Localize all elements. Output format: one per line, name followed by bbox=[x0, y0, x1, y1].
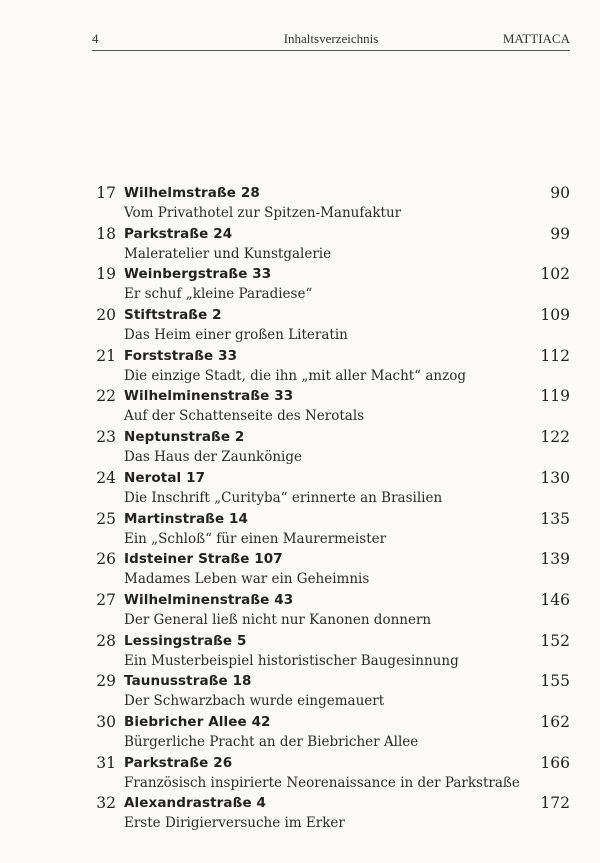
entry-heading: Parkstraße 24 bbox=[124, 225, 233, 242]
entry-subtitle: Bürgerliche Pracht an der Biebricher Allee bbox=[124, 733, 419, 750]
toc-entry[interactable] bbox=[80, 507, 570, 548]
entry-heading: Idsteiner Straße 107 bbox=[124, 551, 283, 568]
entry-heading: Nerotal 17 bbox=[124, 469, 206, 486]
entry-number: 23 bbox=[96, 428, 116, 447]
entry-subtitle: Auf der Schattenseite des Nerotals bbox=[124, 408, 365, 425]
toc-entry[interactable] bbox=[80, 466, 570, 507]
entry-number: 31 bbox=[96, 753, 116, 772]
entry-number: 18 bbox=[96, 224, 116, 243]
table-of-contents bbox=[80, 181, 570, 832]
toc-entry[interactable] bbox=[80, 222, 570, 263]
toc-entry[interactable] bbox=[80, 629, 570, 670]
toc-entry[interactable] bbox=[80, 303, 570, 344]
entry-heading: Alexandrastraße 4 bbox=[124, 795, 267, 812]
entry-number: 21 bbox=[96, 346, 116, 365]
entry-number: 29 bbox=[96, 672, 116, 691]
entry-heading: Stiftstraße 2 bbox=[124, 307, 222, 324]
entry-number: 27 bbox=[96, 590, 116, 609]
toc-entry[interactable] bbox=[80, 181, 570, 222]
entry-number: 24 bbox=[96, 468, 116, 487]
entry-subtitle: Das Heim einer großen Literatin bbox=[124, 327, 348, 344]
entry-subtitle: Französisch inspirierte Neorenaissance in der Parkstraße bbox=[124, 774, 520, 791]
entry-subtitle: Der General ließ nicht nur Kanonen donnern bbox=[124, 611, 432, 628]
entry-heading: Weinbergstraße 33 bbox=[124, 266, 272, 283]
toc-entry[interactable] bbox=[80, 425, 570, 466]
entry-page-number: 119 bbox=[540, 387, 570, 406]
entry-subtitle: Die Inschrift „Curityba“ erinnerte an Brasilien bbox=[124, 489, 443, 506]
entry-page-number: 135 bbox=[540, 509, 570, 528]
entry-heading: Wilhelminenstraße 43 bbox=[124, 591, 294, 608]
entry-page-number: 102 bbox=[540, 265, 570, 284]
entry-page-number: 130 bbox=[540, 468, 570, 487]
entry-subtitle: Madames Leben war ein Geheimnis bbox=[124, 571, 370, 588]
entry-heading: Wilhelminenstraße 33 bbox=[124, 388, 294, 405]
entry-page-number: 166 bbox=[540, 753, 570, 772]
entry-page-number: 152 bbox=[540, 631, 570, 650]
entry-page-number: 112 bbox=[540, 346, 570, 365]
toc-entry[interactable] bbox=[80, 344, 570, 385]
entry-subtitle: Ein „Schloß“ für einen Maurermeister bbox=[124, 530, 387, 547]
entry-number: 28 bbox=[96, 631, 116, 650]
running-header bbox=[92, 31, 570, 49]
entry-subtitle: Der Schwarzbach wurde eingemauert bbox=[124, 693, 385, 710]
entry-page-number: 155 bbox=[540, 672, 570, 691]
entry-heading: Parkstraße 26 bbox=[124, 754, 233, 771]
entry-number: 32 bbox=[96, 794, 116, 813]
toc-entry[interactable] bbox=[80, 751, 570, 792]
entry-heading: Lessingstraße 5 bbox=[124, 632, 247, 649]
entry-number: 26 bbox=[96, 550, 116, 569]
toc-entry[interactable] bbox=[80, 791, 570, 832]
entry-subtitle: Das Haus der Zaunkönige bbox=[124, 449, 302, 466]
entry-subtitle: Ein Musterbeispiel historistischer Baugesinnung bbox=[124, 652, 459, 669]
entry-page-number: 109 bbox=[540, 306, 570, 325]
entry-page-number: 146 bbox=[540, 590, 570, 609]
entry-number: 17 bbox=[96, 184, 116, 202]
entry-heading: Biebricher Allee 42 bbox=[124, 713, 271, 730]
entry-subtitle: Vom Privathotel zur Spitzen-Manufaktur bbox=[124, 205, 402, 221]
entry-page-number: 139 bbox=[540, 550, 570, 569]
entry-number: 30 bbox=[96, 712, 116, 731]
entry-page-number: 162 bbox=[540, 712, 570, 731]
entry-number: 19 bbox=[96, 265, 116, 284]
entry-number: 22 bbox=[96, 387, 116, 406]
toc-entry[interactable] bbox=[80, 710, 570, 751]
entry-heading: Taunusstraße 18 bbox=[124, 673, 252, 690]
entry-page-number: 172 bbox=[540, 794, 570, 813]
toc-entry[interactable] bbox=[80, 588, 570, 629]
entry-heading: Neptunstraße 2 bbox=[124, 429, 245, 446]
entry-number: 25 bbox=[96, 509, 116, 528]
entry-subtitle: Er schuf „kleine Paradiese“ bbox=[124, 286, 313, 303]
toc-entry[interactable] bbox=[80, 669, 570, 710]
entry-number: 20 bbox=[96, 306, 116, 325]
toc-entry[interactable] bbox=[80, 384, 570, 425]
entry-subtitle: Erste Dirigierversuche im Erker bbox=[124, 815, 345, 832]
header-title: Inhaltsverzeichnis bbox=[283, 31, 379, 46]
entry-heading: Martinstraße 14 bbox=[124, 510, 249, 527]
header-rule bbox=[92, 50, 570, 51]
entry-heading: Wilhelmstraße 28 bbox=[124, 185, 260, 201]
page-number: 4 bbox=[92, 31, 99, 46]
entry-page-number: 122 bbox=[540, 428, 570, 447]
toc-entry[interactable] bbox=[80, 547, 570, 588]
entry-page-number: 90 bbox=[550, 184, 570, 202]
entry-heading: Forststraße 33 bbox=[124, 347, 238, 364]
toc-entry[interactable] bbox=[80, 262, 570, 303]
entry-page-number: 99 bbox=[550, 224, 570, 243]
series-title: MATTIACA bbox=[502, 31, 570, 46]
entry-subtitle: Maleratelier und Kunstgalerie bbox=[124, 245, 332, 262]
entry-subtitle: Die einzige Stadt, die ihn „mit aller Macht“ anzog bbox=[124, 367, 467, 384]
